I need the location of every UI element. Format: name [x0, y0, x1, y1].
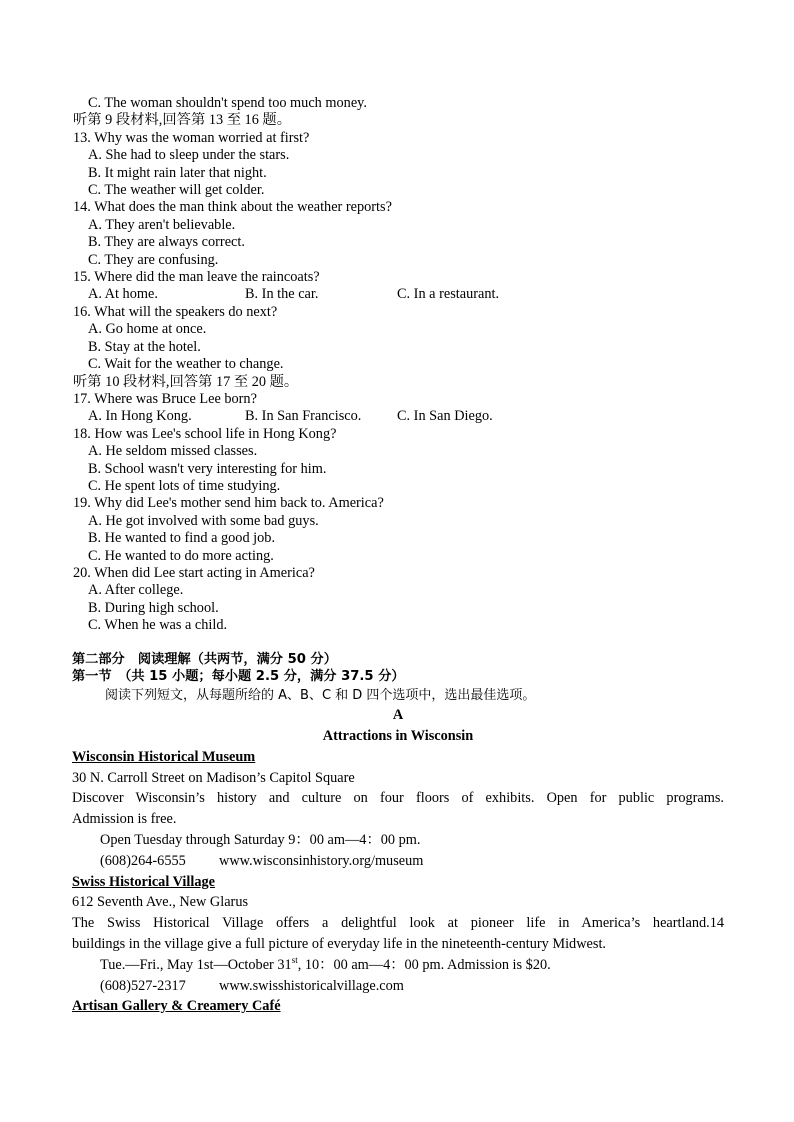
q15-question: 15. Where did the man leave the raincoats?	[73, 269, 320, 286]
q18-question: 18. How was Lee's school life in Hong Kong?	[73, 425, 337, 442]
reading-section	[72, 651, 724, 1017]
q16-option-b: B. Stay at the hotel.	[88, 338, 201, 355]
swiss-village-description-line1: The Swiss Historical Village offers a delightful look at pioneer life in America’s heartland.14	[72, 915, 724, 932]
q17-option-a: A. In Hong Kong.	[88, 408, 192, 425]
q16-question: 16. What will the speakers do next?	[73, 303, 278, 320]
q15-option-c: C. In a restaurant.	[397, 286, 500, 303]
q16-option-c: C. Wait for the weather to change.	[88, 356, 284, 373]
q18-option-a: A. He seldom missed classes.	[88, 443, 258, 460]
swiss-village-website: www.swisshistoricalvillage.com	[219, 977, 404, 994]
q14-option-b: B. They are always correct.	[88, 234, 245, 251]
museum-contact	[72, 851, 724, 872]
swiss-village-hours-superscript: st	[291, 955, 298, 966]
swiss-village-hours-part2: , 10：00 am—4：00 pm. Admission is $20.	[297, 956, 551, 973]
listening-section	[73, 95, 499, 635]
museum-hours: Open Tuesday through Saturday 9：00 am—4：00 pm.	[100, 832, 421, 848]
q15-option-b: B. In the car.	[245, 286, 319, 303]
swiss-village-hours-part1: Tue.—Fri., May 1st—October 31	[100, 956, 292, 973]
q20-option-a: A. After college.	[88, 582, 184, 599]
q19-option-b: B. He wanted to find a good job.	[88, 530, 276, 547]
q17-options	[73, 408, 499, 425]
swiss-village-phone: (608)527-2317	[100, 977, 186, 994]
q13-option-b: B. It might rain later that night.	[88, 164, 267, 181]
artisan-entry	[72, 996, 724, 1017]
museum-description-line2: Admission is free.	[72, 811, 177, 828]
part10-heading: 听第 10 段材料,回答第 17 至 20 题。	[73, 373, 299, 390]
artisan-name: Artisan Gallery & Creamery Café	[72, 998, 281, 1015]
q14-question: 14. What does the man think about the weather reports?	[73, 199, 392, 216]
q14-option-a: A. They aren't believable.	[88, 216, 236, 233]
passage-title: Attractions in Wisconsin	[322, 727, 474, 744]
museum-name: Wisconsin Historical Museum	[72, 748, 256, 765]
q17-option-c: C. In San Diego.	[397, 408, 493, 425]
part9-heading: 听第 9 段材料,回答第 13 至 16 题。	[73, 112, 292, 129]
q14-option-c: C. They are confusing.	[88, 251, 219, 268]
passage-letter: A	[392, 706, 404, 723]
q17-option-b: B. In San Francisco.	[245, 408, 362, 425]
museum-website: www.wisconsinhistory.org/museum	[219, 852, 424, 869]
q20-question: 20. When did Lee start acting in America?	[73, 564, 315, 581]
q19-option-a: A. He got involved with some bad guys.	[88, 512, 319, 529]
swiss-village-description-line2: buildings in the village give a full picture of everyday life in the nineteenth-century Midwest.	[72, 935, 606, 952]
part2-heading: 第二部分 阅读理解（共两节，满分 50 分）	[72, 652, 337, 667]
reading-instruction: 阅读下列短文，从每题所给的 A、B、C 和 D 四个选项中，选出最佳选项。	[105, 687, 536, 703]
q17-question: 17. Where was Bruce Lee born?	[73, 390, 257, 407]
section1-heading: 第一节 （共 15 小题；每小题 2.5 分，满分 37.5 分）	[72, 669, 405, 685]
q18-option-c: C. He spent lots of time studying.	[88, 477, 281, 494]
swiss-village-hours	[72, 955, 724, 976]
q19-option-c: C. He wanted to do more acting.	[88, 547, 274, 564]
swiss-village-entry	[72, 872, 724, 997]
q20-option-b: B. During high school.	[88, 599, 219, 616]
swiss-village-contact	[72, 976, 724, 997]
museum-description-line1: Discover Wisconsin’s history and culture on four floors of exhibits. Open for public programs.	[72, 790, 724, 807]
swiss-village-address: 612 Seventh Ave., New Glarus	[72, 894, 249, 911]
q16-option-a: A. Go home at once.	[88, 321, 207, 338]
q13-option-a: A. She had to sleep under the stars.	[88, 147, 290, 164]
swiss-village-name: Swiss Historical Village	[72, 873, 215, 890]
museum-address: 30 N. Carroll Street on Madison’s Capitol Square	[72, 769, 355, 786]
q13-option-c: C. The weather will get colder.	[88, 182, 265, 199]
q13-question: 13. Why was the woman worried at first?	[73, 129, 310, 146]
q18-option-b: B. School wasn't very interesting for him.	[88, 460, 327, 477]
q12-option-c: C. The woman shouldn't spend too much money.	[88, 95, 367, 111]
q15-option-a: A. At home.	[88, 286, 158, 303]
museum-entry	[72, 747, 724, 872]
museum-phone: (608)264-6555	[100, 852, 186, 869]
q19-question: 19. Why did Lee's mother send him back to. America?	[73, 495, 384, 512]
q15-options	[73, 286, 499, 303]
q20-option-c: C. When he was a child.	[88, 617, 228, 634]
